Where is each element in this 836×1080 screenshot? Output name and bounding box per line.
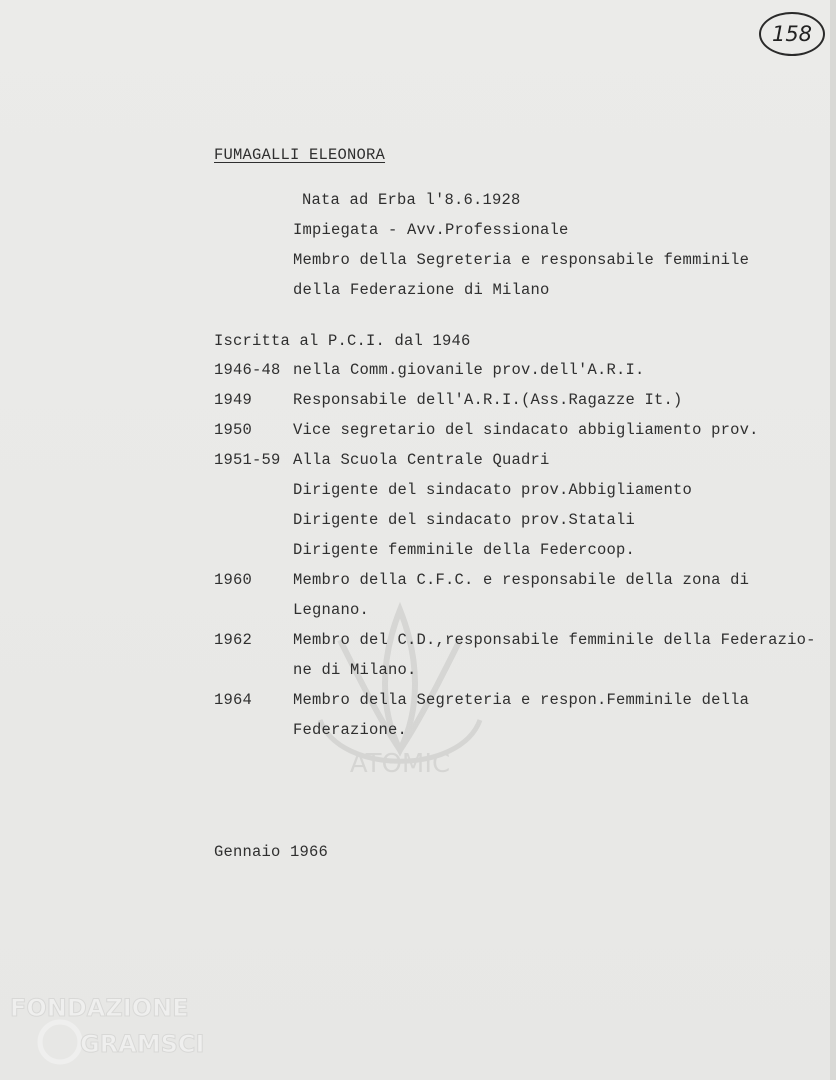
entry-year: 1960 — [214, 571, 253, 589]
entry-text: Federazione. — [293, 721, 408, 739]
watermark-text: ATOMIC — [349, 749, 451, 779]
membership-line: Iscritta al P.C.I. dal 1946 — [214, 332, 471, 350]
logo-line-2: GRAMSCI — [80, 1030, 205, 1058]
entry-text: Alla Scuola Centrale Quadri — [293, 451, 550, 469]
document-title: FUMAGALLI ELEONORA — [214, 146, 386, 164]
intro-line: della Federazione di Milano — [293, 281, 550, 299]
entry-text: Responsabile dell'A.R.I.(Ass.Ragazze It.) — [293, 391, 683, 409]
intro-line: Membro della Segreteria e responsabile femminile — [293, 251, 750, 269]
entry-year: 1946-48 — [214, 361, 281, 379]
entry-year: 1950 — [214, 421, 253, 439]
entry-text: nella Comm.giovanile prov.dell'A.R.I. — [293, 361, 645, 379]
entry-text: Dirigente del sindacato prov.Abbigliamento — [293, 481, 693, 499]
entry-text: Membro della Segreteria e respon.Femminile della — [293, 691, 750, 709]
entry-text: Vice segretario del sindacato abbigliamento prov. — [293, 421, 759, 439]
document-date: Gennaio 1966 — [214, 843, 329, 861]
page-edge — [830, 0, 836, 1080]
entry-year: 1964 — [214, 691, 253, 709]
entry-year: 1951-59 — [214, 451, 281, 469]
fondazione-gramsci-logo — [10, 990, 210, 1070]
page-number-stamp — [759, 12, 825, 56]
entry-text: Legnano. — [293, 601, 370, 619]
entry-year: 1962 — [214, 631, 253, 649]
intro-line: Nata ad Erba l'8.6.1928 — [302, 191, 521, 209]
entry-text: Dirigente del sindacato prov.Statali — [293, 511, 636, 529]
entry-text: Dirigente femminile della Federcoop. — [293, 541, 636, 559]
entry-text: Membro del C.D.,responsabile femminile della Federazio- — [293, 631, 816, 649]
intro-line: Impiegata - Avv.Professionale — [293, 221, 569, 239]
entry-year: 1949 — [214, 391, 253, 409]
entry-text: Membro della C.F.C. e responsabile della zona di — [293, 571, 750, 589]
logo-line-1: FONDAZIONE — [10, 994, 189, 1022]
page-number: 158 — [771, 22, 813, 46]
entry-text: ne di Milano. — [293, 661, 417, 679]
